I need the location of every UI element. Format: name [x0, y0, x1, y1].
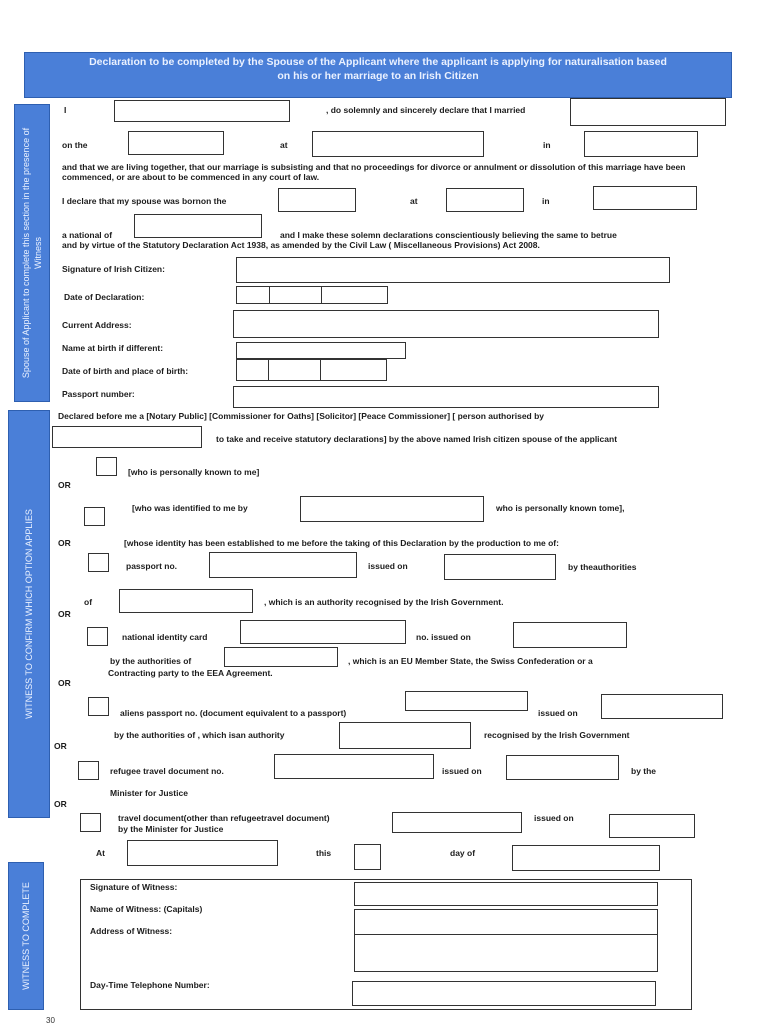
- national-id-issued-on-field[interactable]: [513, 622, 627, 648]
- or-label-3: OR: [58, 609, 71, 619]
- minister-justice-text: Minister for Justice: [110, 788, 188, 798]
- spouse-dob-field[interactable]: [278, 188, 356, 212]
- personally-known-text: [who is personally known to me]: [128, 467, 260, 477]
- spouse-born-label: I declare that my spouse was bornon the: [62, 196, 227, 206]
- issued-on-label-2: issued on: [538, 708, 578, 718]
- address-witness-label: Address of Witness:: [90, 926, 173, 936]
- declaration-day-field[interactable]: [236, 286, 270, 304]
- or-label-1: OR: [58, 480, 71, 490]
- who-known-text: who is personally known tome],: [496, 503, 625, 513]
- current-address-field[interactable]: [233, 310, 659, 338]
- national-id-field[interactable]: [240, 620, 406, 644]
- solemn-line-2: and by virtue of the Statutory Declaration Act 1938, as amended by the Civil Law ( Miscellaneous Provisions) Act 2008.: [62, 240, 540, 250]
- sidebar-witness-complete: [8, 862, 44, 1010]
- or-label-4: OR: [58, 678, 71, 688]
- declaration-month-year-field[interactable]: [512, 845, 660, 871]
- by-minister-label: by the Minister for Justice: [118, 824, 224, 834]
- witness-name-field[interactable]: [354, 909, 658, 935]
- declaration-year-field[interactable]: [321, 286, 388, 304]
- identity-established-text: [whose identity has been established to me before the taking of this Declaration by the production to me of:: [124, 538, 559, 548]
- sidebar-spouse: [14, 104, 50, 402]
- day-of-label: day of: [450, 848, 476, 858]
- to-take-text: to take and receive statutory declarations] by the above named Irish citizen spouse of the applicant: [216, 434, 618, 444]
- declaration-day-number-field[interactable]: [354, 844, 381, 870]
- header-line-1: Declaration to be completed by the Spouse of the Applicant where the applicant is applying for naturalisation based: [89, 56, 667, 68]
- option-refugee-doc-checkbox[interactable]: [78, 761, 99, 780]
- recognised-irish-text: recognised by the Irish Government: [484, 730, 630, 740]
- witness-signature-field[interactable]: [354, 882, 658, 906]
- spouse-birthplace-field[interactable]: [446, 188, 524, 212]
- declaration-place-field[interactable]: [127, 840, 278, 866]
- page-number: 30: [46, 1016, 55, 1025]
- identified-by-field[interactable]: [300, 496, 484, 522]
- i-label: I: [64, 105, 67, 115]
- travel-doc-field[interactable]: [392, 812, 522, 833]
- sidebar-witness-option: [8, 410, 50, 818]
- option-national-id-checkbox[interactable]: [87, 627, 108, 646]
- married-to-field[interactable]: [570, 98, 726, 126]
- marriage-date-field[interactable]: [128, 131, 224, 155]
- no-issued-on-label: no. issued on: [416, 632, 471, 642]
- option-personally-known-checkbox[interactable]: [96, 457, 117, 476]
- name-witness-label: Name of Witness: (Capitals): [90, 904, 203, 914]
- option-travel-doc-checkbox[interactable]: [80, 813, 101, 832]
- aliens-authority-field[interactable]: [339, 722, 471, 749]
- national-id-label: national identity card: [122, 632, 208, 642]
- marriage-place-field[interactable]: [312, 131, 484, 157]
- option-identified-checkbox[interactable]: [84, 507, 105, 526]
- declaration-month-field[interactable]: [269, 286, 322, 304]
- refugee-doc-issued-field[interactable]: [506, 755, 619, 780]
- signature-irish-label: Signature of Irish Citizen:: [62, 264, 165, 274]
- solemn-line-1: and I make these solemn declarations conscientiously believing the same to betrue: [280, 230, 617, 240]
- authorised-person-field[interactable]: [52, 426, 202, 448]
- in-label-2: in: [542, 196, 550, 206]
- by-the-label: by the: [631, 766, 657, 776]
- or-label-2: OR: [58, 538, 71, 548]
- option-passport-checkbox[interactable]: [88, 553, 109, 572]
- id-authority-field[interactable]: [224, 647, 338, 667]
- national-of-label: a national of: [62, 230, 113, 240]
- dob-place-label: Date of birth and place of birth:: [62, 366, 189, 376]
- or-label-5: OR: [54, 741, 67, 751]
- aliens-passport-label: aliens passport no. (document equivalent to a passport): [120, 708, 347, 718]
- name-birth-field[interactable]: [236, 342, 406, 359]
- issued-on-label-3: issued on: [442, 766, 482, 776]
- dob-month-field[interactable]: [268, 359, 321, 381]
- declare-married-text: , do solemnly and sincerely declare that I married: [326, 105, 526, 115]
- dob-day-field[interactable]: [236, 359, 269, 381]
- refugee-doc-field[interactable]: [274, 754, 434, 779]
- refugee-doc-label: refugee travel document no.: [110, 766, 224, 776]
- passport-number-label: Passport number:: [62, 389, 135, 399]
- current-address-label: Current Address:: [62, 320, 132, 330]
- aliens-passport-field[interactable]: [405, 691, 528, 711]
- form-header: [24, 52, 732, 98]
- witness-address-field[interactable]: [354, 934, 658, 972]
- passport-number-field[interactable]: [233, 386, 659, 408]
- spouse-birth-country-field[interactable]: [593, 186, 697, 210]
- of-label: of: [84, 597, 93, 607]
- travel-doc-issued-field[interactable]: [609, 814, 695, 838]
- by-auth-which-label: by the authorities of , which isan authority: [114, 730, 285, 740]
- nationality-field[interactable]: [134, 214, 262, 238]
- phone-label: Day-Time Telephone Number:: [90, 980, 210, 990]
- authority-recognised-text: , which is an authority recognised by the Irish Government.: [264, 597, 504, 607]
- at-label-2: at: [410, 196, 418, 206]
- by-authorities-of-label: by the authorities of: [110, 656, 192, 666]
- declarant-name-field[interactable]: [114, 100, 290, 122]
- dob-year-field[interactable]: [320, 359, 387, 381]
- contracting-party-text: Contracting party to the EEA Agreement.: [108, 668, 273, 678]
- name-birth-label: Name at birth if different:: [62, 343, 164, 353]
- by-authorities-text: by theauthorities: [568, 562, 637, 572]
- aliens-passport-issued-field[interactable]: [601, 694, 723, 719]
- in-label: in: [543, 140, 551, 150]
- header-line-2: on his or her marriage to an Irish Citizen: [277, 70, 479, 82]
- this-label: this: [316, 848, 332, 858]
- living-together-text: and that we are living together, that our marriage is subsisting and that no proceedings for divorce or annulment or dissolution of this marriage have been commenced, or are about to be commenced in any court of law.: [62, 162, 686, 182]
- at-place-label: At: [96, 848, 105, 858]
- identified-by-text: [who was identified to me by: [132, 503, 248, 513]
- sidebar-spouse-label: Spouse of Applicant to complete this section in the presence of Witness: [21, 127, 43, 379]
- sig-witness-label: Signature of Witness:: [90, 882, 178, 892]
- issued-on-label-4: issued on: [534, 813, 574, 823]
- date-declaration-label: Date of Declaration:: [64, 292, 145, 302]
- option-aliens-passport-checkbox[interactable]: [88, 697, 109, 716]
- witness-phone-field[interactable]: [352, 981, 656, 1006]
- witness-passport-no-field[interactable]: [209, 552, 357, 578]
- sidebar-witness-option-label: WITNESS TO CONFIRM WHICH OPTION APPLIES: [24, 509, 34, 719]
- declared-before-text: Declared before me a [Notary Public] [Commissioner for Oaths] [Solicitor] [Peace Commissioner] [ person authorised by: [58, 411, 545, 421]
- eu-member-text: , which is an EU Member State, the Swiss Confederation or a: [348, 656, 593, 666]
- sidebar-witness-complete-label: WITNESS TO COMPLETE: [21, 882, 31, 990]
- or-label-6: OR: [54, 799, 67, 809]
- passport-authority-field[interactable]: [119, 589, 253, 613]
- passport-issued-on-field[interactable]: [444, 554, 556, 580]
- travel-doc-label: travel document(other than refugeetravel document): [118, 813, 330, 823]
- signature-irish-field[interactable]: [236, 257, 670, 283]
- on-the-label: on the: [62, 140, 88, 150]
- passport-no-label: passport no.: [126, 561, 178, 571]
- at-label: at: [280, 140, 288, 150]
- issued-on-label-1: issued on: [368, 561, 408, 571]
- marriage-country-field[interactable]: [584, 131, 698, 157]
